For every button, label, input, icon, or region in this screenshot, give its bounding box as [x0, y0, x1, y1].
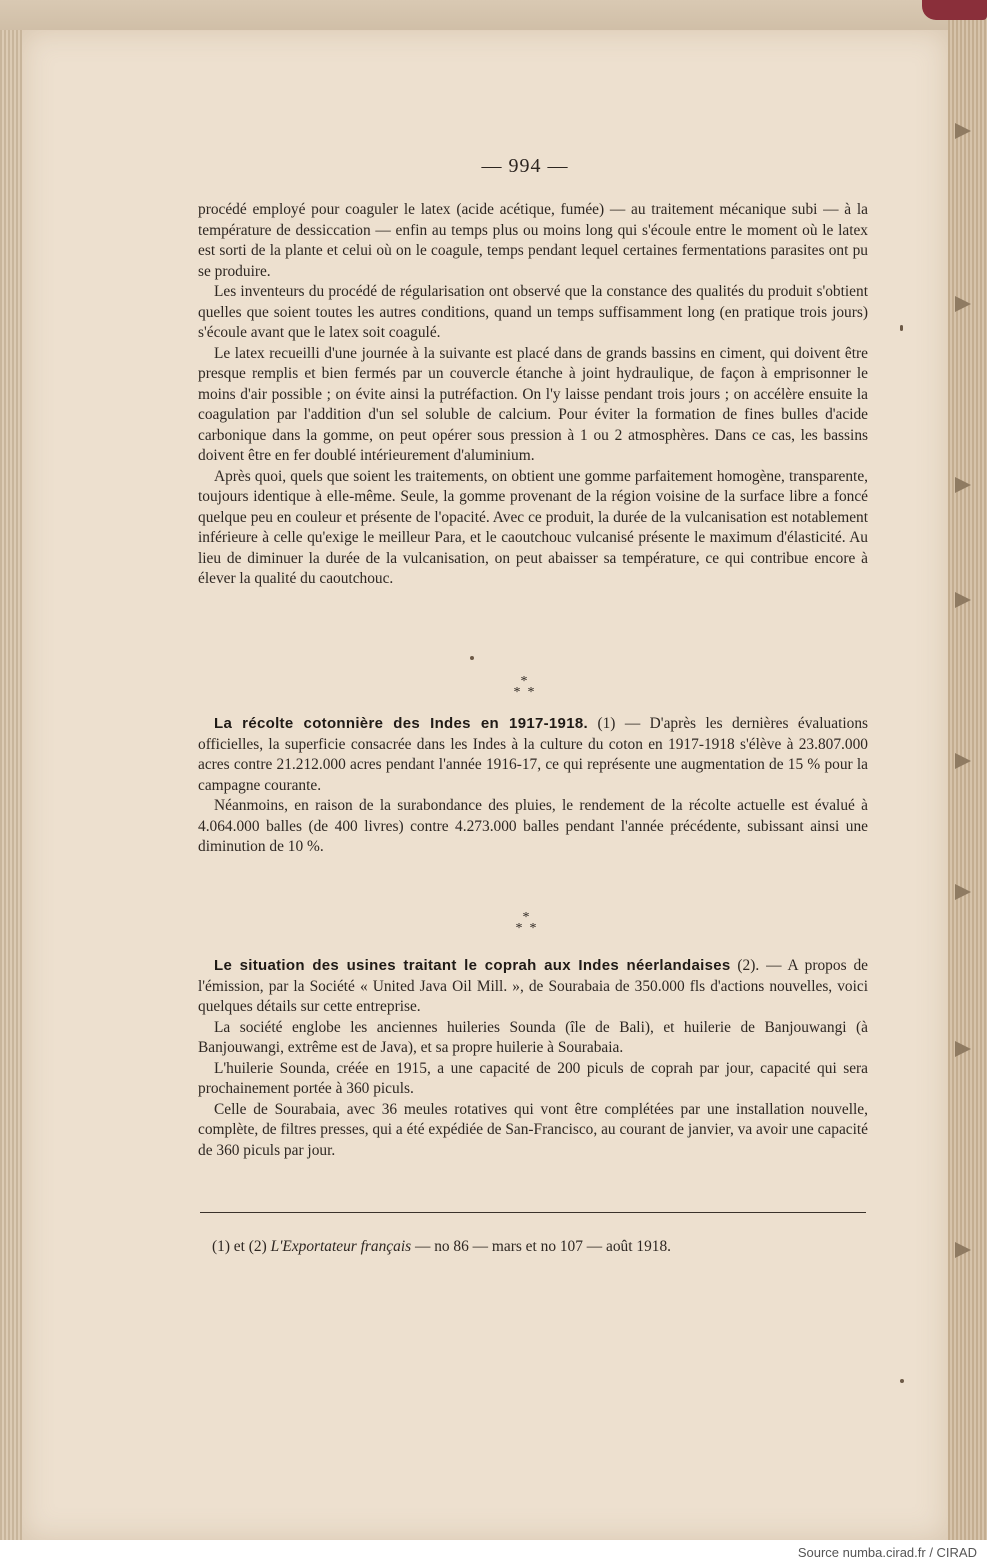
page-tab-marker: [955, 477, 971, 493]
ink-speck: [900, 325, 903, 331]
paragraph: Néanmoins, en raison de la surabondance des pluies, le rendement de la récolte actuelle est évalué à 4.064.000 balles (de 400 livres) contre 4.273.000 balles pendant l'année précédente, subissant ainsi une diminution de 10 %.: [198, 797, 868, 855]
section-separator-asterism: * * *: [515, 910, 537, 936]
page-tab-marker: [955, 1242, 971, 1258]
page-tab-marker: [955, 123, 971, 139]
paragraph: Celle de Sourabaia, avec 36 meules rotatives qui vont être complétées par une installation nouvelle, complète, de filtres presses, qui a été expédiée de San-Francisco, au courant de janvier, va avoir une capacité de 360 piculs par jour.: [198, 1100, 868, 1159]
section-lead-text: (2). — A propos de l'émission, par la Société « United Java Oil Mill. », de Sourabaia de 350.000 fls d'actions nouvelles, voici quelques détails sur cette entreprise.: [198, 957, 868, 1015]
book-right-page-edges: [948, 0, 987, 1540]
footnote-markers: (1) et (2): [212, 1238, 267, 1255]
section-copra-factories: [198, 956, 868, 1161]
section-cotton-harvest: [198, 714, 868, 858]
paragraph: Le latex recueilli d'une journée à la suivante est placé dans de grands bassins en ciment, qui doivent être presque remplis et bien fermés par un couvercle étanche à joint hydraulique, de façon à emprisonner le moins d'air possible ; on évite ainsi la putréfaction. On l'y laisse pendant trois jours ; on accélère ensuite la coagulation par l'addition d'un sel soluble de calcium. Pour éviter la formation de fines bulles d'acide carbonique dans la gomme, on peut opérer sous pression à 1 ou 2 atmosphères. Dans ce cas, les bassins doivent être en fer doublé intérieurement d'aluminium.: [198, 344, 868, 464]
source-credit: Source numba.cirad.fr / CIRAD: [797, 1545, 977, 1560]
page-tab-marker: [955, 1041, 971, 1057]
paragraph: [198, 714, 868, 796]
paragraph: [198, 956, 868, 1018]
page-tab-marker: [955, 884, 971, 900]
section-title: Le situation des usines traitant le coprah aux Indes néerlandaises: [214, 957, 731, 974]
page-tab-marker: [955, 753, 971, 769]
paragraph: La société englobe les anciennes huileries Sounda (île de Bali), et huilerie de Banjouwangi (à Banjouwangi, extrême est de Java), et sa propre huilerie à Sourabaia.: [198, 1018, 868, 1056]
page-tab-marker: [955, 296, 971, 312]
paragraph: L'huilerie Sounda, créée en 1915, a une capacité de 200 piculs de coprah par jour, capacité qui sera prochainement portée à 360 piculs.: [198, 1059, 868, 1097]
paragraph: Après quoi, quels que soient les traitements, on obtient une gomme parfaitement homogène, transparente, toujours identique à elle-même. Seule, la gomme provenant de la région voisine de la surface libre a foncé quelque peu en couleur et présente de l'opacité. Avec ce produit, la durée de la vulcanisation est notablement inférieure à celle qu'exige le meilleur Para, et le caoutchouc vulcanisé présente le maximum d'élasticité. Au lieu de diminuer la durée de la vulcanisation, on peut abaisser sa température, ce qui contribue encore à élever la qualité du caoutchouc.: [198, 467, 868, 587]
article-continuation: [198, 200, 868, 590]
footnote-reference: — no 86 — mars et no 107 — août 1918.: [414, 1238, 672, 1255]
section-title: La récolte cotonnière des Indes en 1917-1918.: [214, 715, 588, 732]
footnote: [212, 1238, 862, 1256]
red-bookmark-ribbon: [922, 0, 987, 20]
page-tab-marker: [955, 592, 971, 608]
section-lead-text: (1) — D'après les dernières évaluations officielles, la superficie consacrée dans les Indes à la culture du coton en 1917-1918 s'élève à 23.807.000 acres contre 21.212.000 acres pendant l'année 1916-17, ce qui représente une augmentation de 15 % pour la campagne courante.: [198, 715, 869, 794]
ink-speck: [900, 1379, 904, 1383]
section-separator-asterism: * * *: [513, 674, 535, 700]
page-number: — 994 —: [481, 155, 569, 177]
footnote-source-title: L'Exportateur français: [270, 1238, 412, 1255]
ink-speck: [470, 656, 474, 660]
footnote-rule: [200, 1212, 866, 1213]
paragraph: procédé employé pour coaguler le latex (acide acétique, fumée) — au traitement mécanique subi — à la température de dessiccation — enfin au temps plus ou moins long qui s'écoule entre le moment où le latex est sorti de la plante et celui où on le coagule, temps pendant lequel certaines fermentations parasites ont pu se produire.: [198, 201, 868, 280]
paragraph: Les inventeurs du procédé de régularisation ont observé que la constance des qualités du produit s'obtient quelles que soient toutes les autres conditions, quand un temps suffisamment long (en pratique trois jours) s'écoule avant que le latex soit coagulé.: [198, 283, 868, 341]
